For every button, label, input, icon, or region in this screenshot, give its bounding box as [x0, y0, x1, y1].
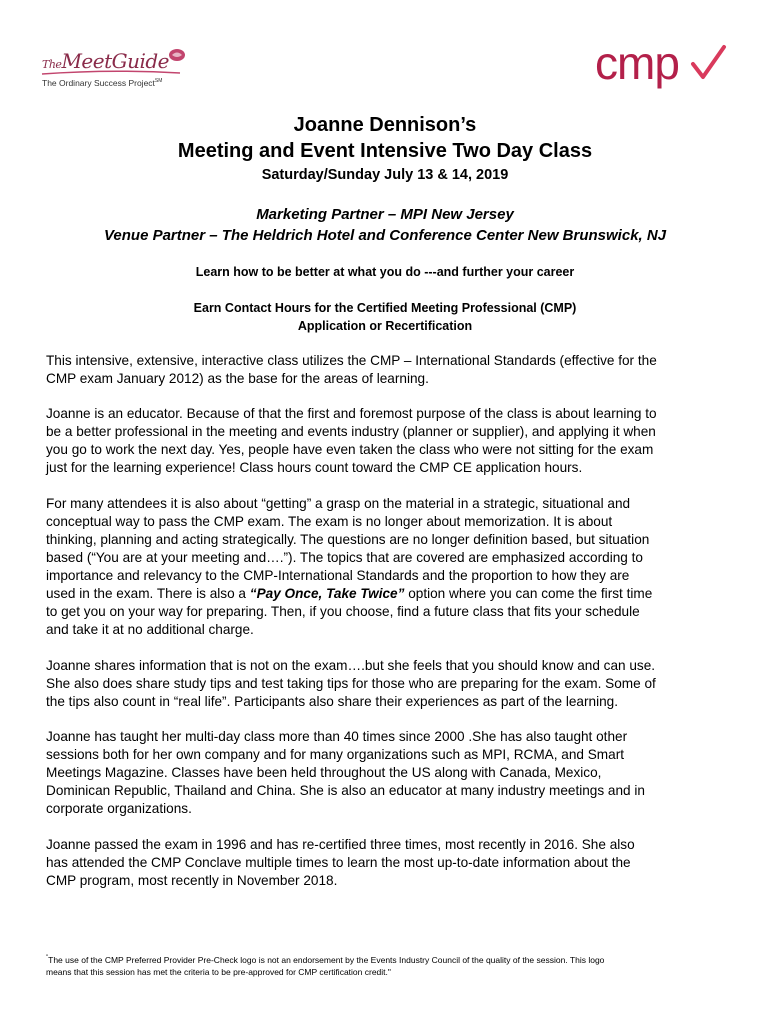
swoosh-icon: [40, 69, 185, 77]
paragraph-educator: [46, 405, 736, 477]
text-line: thinking, planning and acting strategically. The questions are no longer definition based, but situation: [46, 532, 650, 547]
footnote-mark: ": [46, 955, 49, 961]
text-line: Meetings Magazine. Classes have been held throughout the US along with Canada, Mexico,: [46, 765, 602, 780]
text-line: based (“You are at your meeting and….”). The topics that are covered are emphasized according to: [46, 550, 643, 565]
paragraph-certification: [46, 836, 736, 890]
paragraph-intro: [46, 352, 736, 388]
meetguide-the: The: [42, 58, 62, 71]
paragraph-information: [46, 657, 736, 711]
cmp-wordmark: cmp: [595, 37, 679, 89]
text-line: CMP exam January 2012) as the base for the areas of learning.: [46, 371, 429, 386]
text-line: For many attendees it is also about “getting” a grasp on the material in a strategic, situational and: [46, 496, 631, 511]
text-line: conceptual way to pass the CMP exam. The exam is no longer about memorization. It is about: [46, 514, 613, 529]
footnote-line-2: means that this session has met the criteria to be pre-approved for CMP certification credit.": [46, 966, 391, 977]
text-fragment: option where you can come the first time: [404, 586, 653, 601]
pay-once-take-twice: “Pay Once, Take Twice”: [249, 586, 405, 601]
paragraph-attendees: [46, 495, 736, 639]
text-line: Joanne passed the exam in 1996 and has re-certified three times, most recently in 2016. She also: [46, 837, 635, 852]
rose-icon: [168, 47, 186, 63]
cmp-logo: [595, 37, 730, 100]
title-line-2: Meeting and Event Intensive Two Day Class: [177, 140, 593, 162]
text-line: just for the learning experience! Class hours count toward the CMP CE application hours.: [46, 460, 583, 475]
text-line: Joanne shares information that is not on the exam….but she feels that you should know and can use.: [46, 658, 656, 673]
text-line: CMP program, most recently in November 2018.: [46, 873, 338, 888]
text-line: [46, 585, 736, 603]
text-line: sessions both for her own company and for many organizations such as MPI, RCMA, and Smart: [46, 747, 624, 762]
class-dates: Saturday/Sunday July 13 & 14, 2019: [261, 167, 509, 183]
text-line: be a better professional in the meeting and events industry (planner or supplier), and applying it when: [46, 424, 656, 439]
meetguide-logo: [40, 45, 190, 95]
text-line: you go to work the next day. Yes, people have even taken the class who were not sitting for the exam: [46, 442, 654, 457]
checkmark-icon: [688, 44, 728, 84]
footnote: [46, 952, 736, 978]
text-line: Dominican Republic, Thailand and China. She is also an educator at many industry meetings and in: [46, 783, 645, 798]
text-line: corporate organizations.: [46, 801, 192, 816]
text-line: She also does share study tips and test taking tips for those who are preparing for the exam. Some of: [46, 676, 656, 691]
text-line: has attended the CMP Conclave multiple times to learn the most up-to-date information about the: [46, 855, 631, 870]
tagline-mark: SM: [154, 78, 163, 85]
meetguide-tagline: [42, 78, 162, 88]
footnote-text: The use of the CMP Preferred Provider Pre-Check logo is not an endorsement by the Events Industry Council of the quality of the session. This logo: [48, 954, 605, 965]
meetguide-name: MeetGuide: [61, 49, 170, 73]
text-line: and take it at no additional charge.: [46, 622, 254, 637]
earn-line-1: Earn Contact Hours for the Certified Meeting Professional (CMP): [193, 301, 577, 315]
title-line-1: Joanne Dennison’s: [293, 114, 477, 136]
text-line: to get you on your way for preparing. Then, if you choose, find a future class that fits your schedule: [46, 604, 640, 619]
marketing-partner: Marketing Partner – MPI New Jersey: [256, 206, 514, 223]
text-line: importance and relevancy to the CMP-International Standards and the proportion to how they are: [46, 568, 630, 583]
learn-line: Learn how to be better at what you do ---and further your career: [195, 265, 575, 279]
paragraph-experience: [46, 728, 736, 818]
footnote-line-1: [46, 952, 736, 966]
text-fragment: used in the exam. There is also a: [46, 586, 250, 601]
text-line: This intensive, extensive, interactive class utilizes the CMP – International Standards (effective for the: [46, 353, 657, 368]
text-line: Joanne has taught her multi-day class more than 40 times since 2000 .She has also taught other: [46, 729, 628, 744]
venue-partner: Venue Partner – The Heldrich Hotel and Conference Center New Brunswick, NJ: [103, 227, 667, 244]
text-line: Joanne is an educator. Because of that the first and foremost purpose of the class is about learning to: [46, 406, 657, 421]
earn-line-2: Application or Recertification: [297, 319, 473, 333]
tagline-text: The Ordinary Success Project: [42, 78, 155, 88]
text-line: the tips also count in “real life”. Participants also share their experiences as part of the learning.: [46, 694, 618, 709]
